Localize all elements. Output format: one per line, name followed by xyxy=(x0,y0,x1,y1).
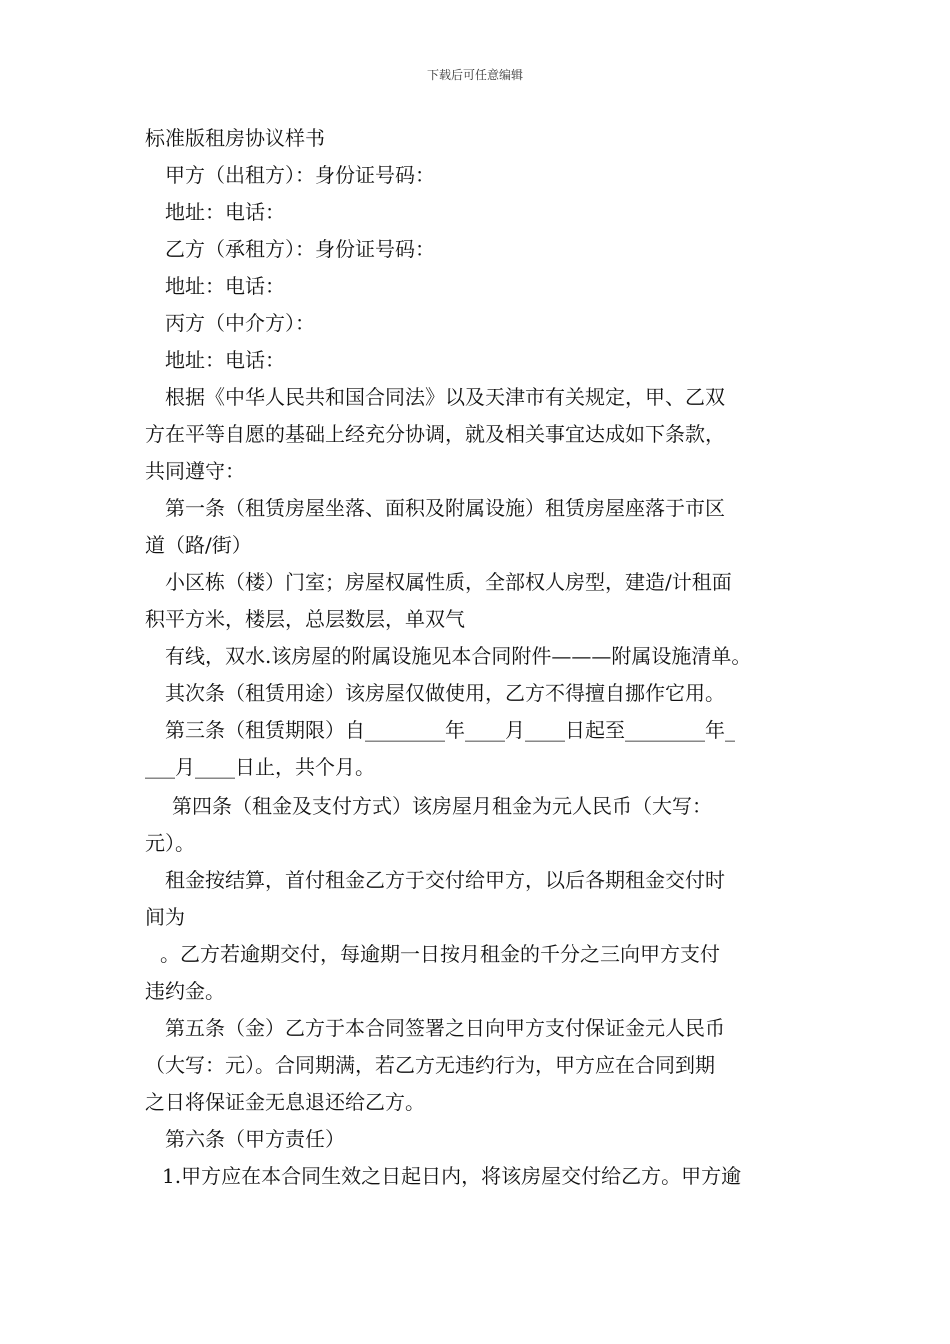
preamble-line-1: 根据《中华人民共和国合同法》以及天津市有关规定，甲、乙双 xyxy=(165,385,725,409)
article-4-line-1: 第四条（租金及支付方式）该房屋月租金为元人民币（大写： xyxy=(172,794,712,818)
article-1-line-2: 道（路/街） xyxy=(145,533,252,557)
article-1-line-1: 第一条（租赁房屋坐落、面积及附属设施）租赁房屋座落于市区 xyxy=(165,496,725,520)
rent-payment-line-4: 违约金。 xyxy=(145,979,225,1003)
article-1-line-3: 小区栋（楼）门室；房屋权属性质，全部权人房型，建造/计租面 xyxy=(165,570,732,594)
article-5-line-1: 第五条（金）乙方于本合同签署之日向甲方支付保证金元人民币 xyxy=(165,1016,725,1040)
article-3-line-1: 第三条（租赁期限）自________年____月____日起至________年_ xyxy=(165,718,735,742)
preamble-line-3: 共同遵守： xyxy=(145,459,245,483)
article-1-line-4: 积平方米，楼层，总层数层，单双气 xyxy=(145,607,465,631)
article-6-heading: 第六条（甲方责任） xyxy=(165,1127,345,1151)
article-5-line-3: 之日将保证金无息退还给乙方。 xyxy=(145,1090,425,1114)
party-c-address-line: 地址：电话： xyxy=(165,348,285,372)
preamble-line-2: 方在平等自愿的基础上经充分协调，就及相关事宜达成如下条款， xyxy=(145,422,725,446)
rent-payment-line-1: 租金按结算，首付租金乙方于交付给甲方，以后各期租金交付时 xyxy=(165,868,725,892)
party-b-address-line: 地址：电话： xyxy=(165,274,285,298)
article-2-line: 其次条（租赁用途）该房屋仅做使用，乙方不得擅自挪作它用。 xyxy=(165,681,725,705)
page-header: 下载后可任意编辑 xyxy=(426,68,523,82)
article-1-line-5: 有线，双水.该房屋的附属设施见本合同附件———附属设施清单。 xyxy=(165,644,752,668)
article-6-item-1: 1.甲方应在本合同生效之日起日内，将该房屋交付给乙方。甲方逾 xyxy=(162,1164,742,1188)
document-title: 标准版租房协议样书 xyxy=(145,126,325,150)
rent-payment-line-3: 。乙方若逾期交付，每逾期一日按月租金的千分之三向甲方支付 xyxy=(160,942,720,966)
rent-payment-line-2: 间为 xyxy=(145,905,185,929)
party-a-line: 甲方（出租方）：身份证号码： xyxy=(165,163,435,187)
article-4-line-2: 元）。 xyxy=(145,831,195,855)
party-c-line: 丙方（中介方）： xyxy=(165,311,315,335)
article-5-line-2: （大写：元）。合同期满，若乙方无违约行为，甲方应在合同到期 xyxy=(145,1053,715,1077)
party-b-line: 乙方（承租方）：身份证号码： xyxy=(165,237,435,261)
article-3-line-2: ___月____日止，共个月。 xyxy=(145,755,375,779)
party-a-address-line: 地址：电话： xyxy=(165,200,285,224)
